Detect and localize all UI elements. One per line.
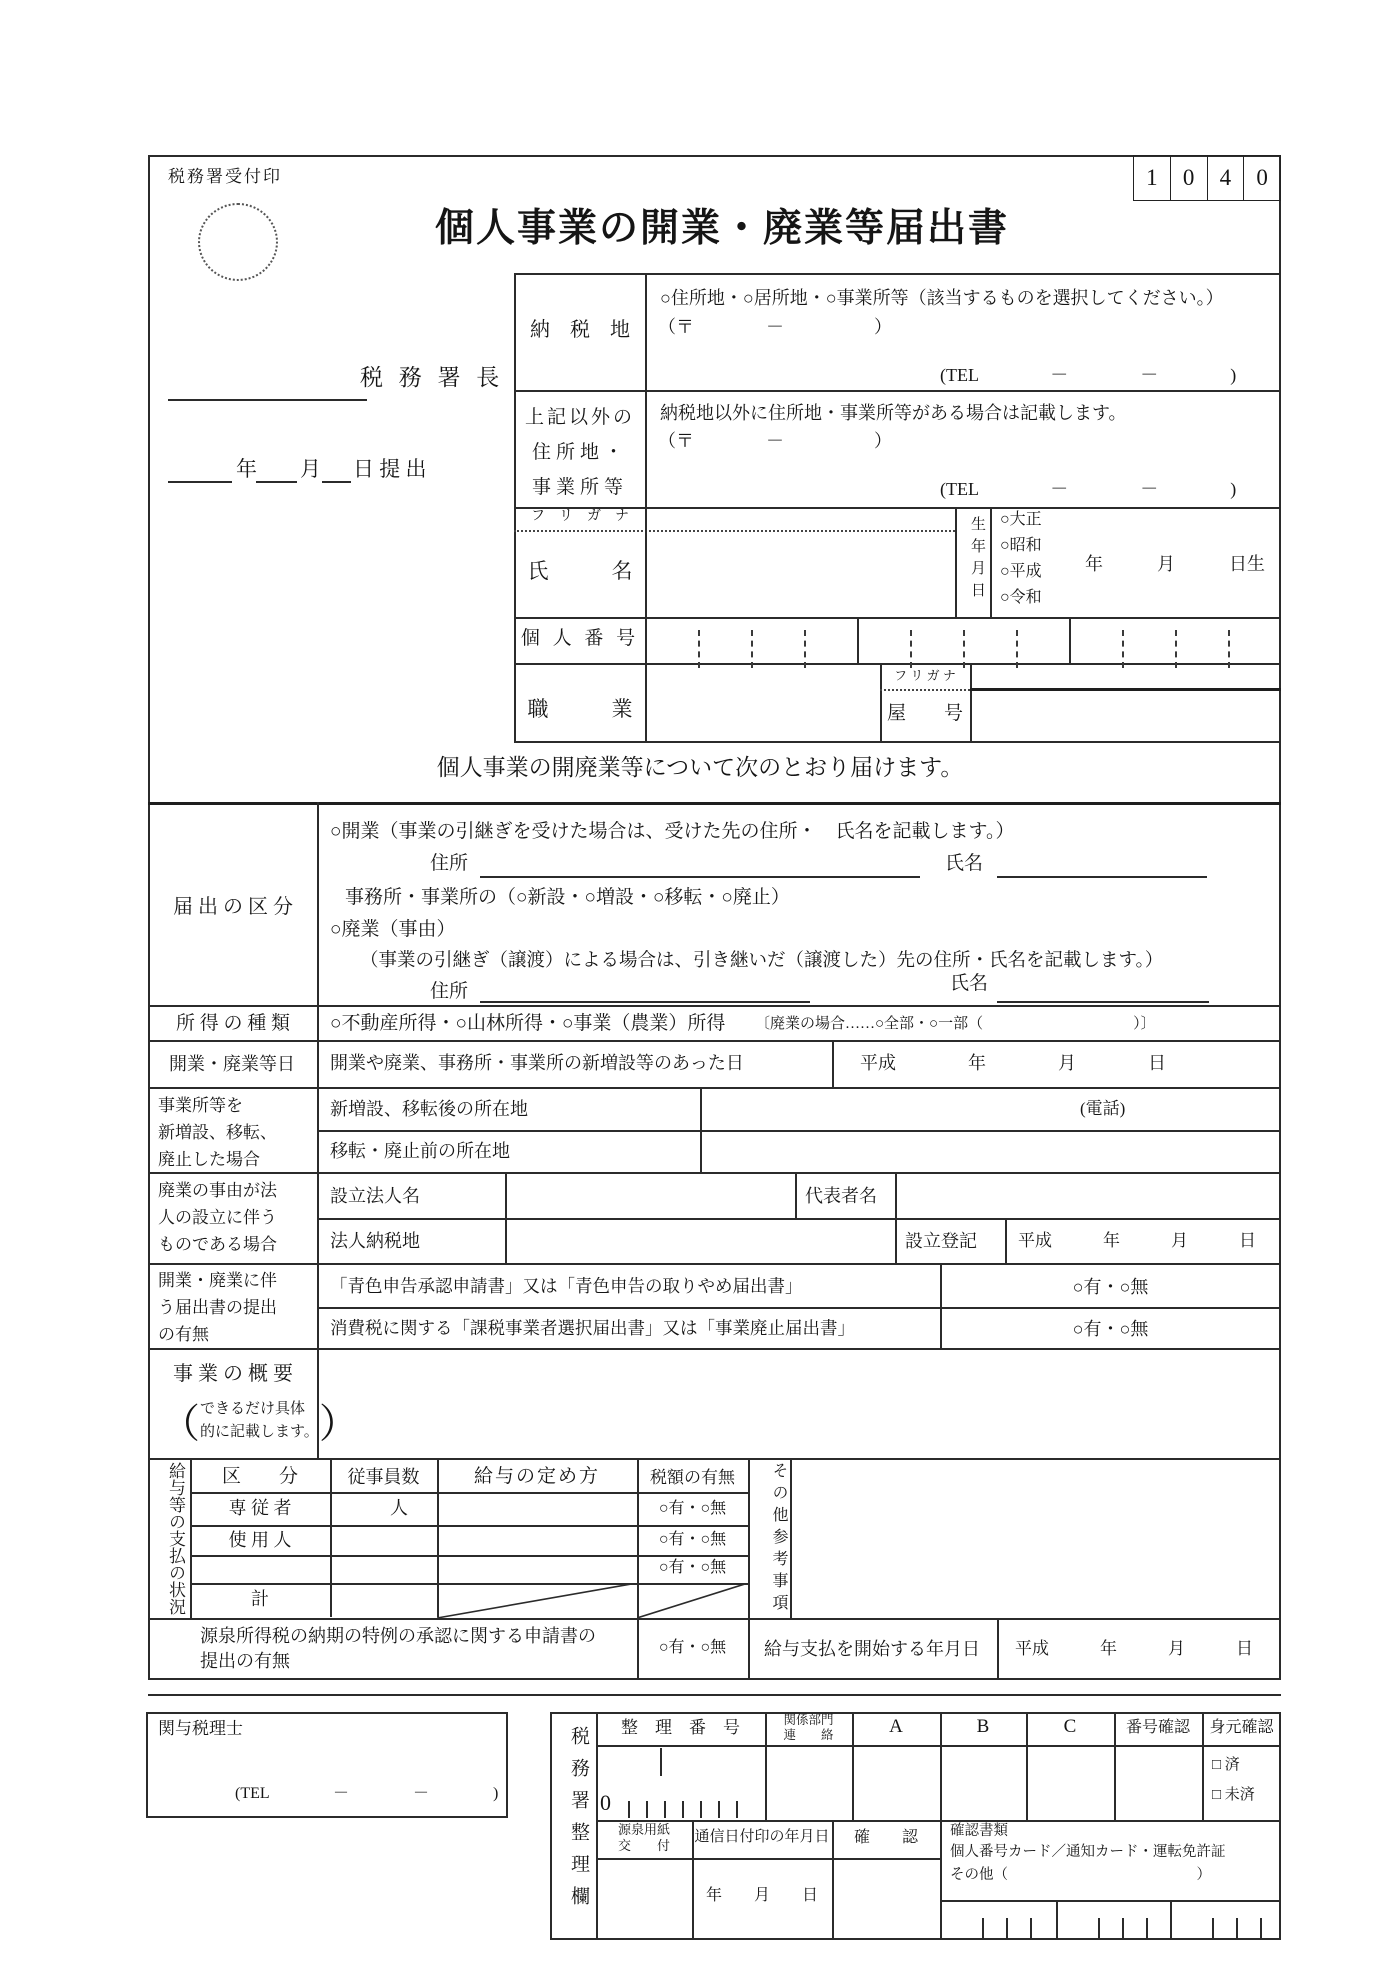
row-kaigyodate-label: 開業・廃業等日 [169, 1054, 295, 1074]
row-haigyo-label-1: 廃業の事由が法 [158, 1181, 277, 1200]
row-gaiyo-label: 事 業 の 概 要 [173, 1363, 293, 1385]
salary-col-count: 従事員数 [347, 1467, 420, 1487]
tax-office-blank-line [168, 399, 367, 401]
salary-senju-umu: ○有・○無 [658, 1500, 727, 1517]
tax-office-head-label: 税 務 署 長 [360, 365, 505, 390]
gensen-umu: ○有・○無 [658, 1639, 727, 1656]
gensen-start-label: 給与支払を開始する年月日 [764, 1639, 980, 1659]
code-digit-3: 4 [1208, 155, 1245, 201]
code-digit-1: 1 [1133, 155, 1171, 201]
salary-section-label: 給与等の支払の状況 [166, 1462, 185, 1615]
salary-senju-unit: 人 [390, 1498, 408, 1518]
kubun-addr-blank [480, 876, 920, 878]
shotoku-bracket: 〔廃業の場合……○全部・○一部（ ）〕 [755, 1016, 1156, 1032]
salary-row-senju: 専 従 者 [228, 1498, 292, 1518]
other-address-note: 納税地以外に住所地・事業所等がある場合は記載します。 [660, 403, 1127, 423]
row-teishutsu-label-1: 開業・廃業に伴 [158, 1271, 277, 1290]
kubun-kaigyo-line: ○開業（事業の引継ぎを受けた場合は、受けた先の住所・ 氏名を記載します。） [330, 821, 1015, 842]
kubun-addr-label: 住所 [430, 853, 469, 874]
kubun-addr2-blank [480, 1001, 810, 1003]
date-blank-month [256, 481, 297, 483]
office-col-b: B [976, 1716, 990, 1737]
date-day-label: 日 提 出 [353, 457, 427, 481]
total-zeigaku-diagonal [637, 1583, 748, 1618]
era-reiwa: ○令和 [1000, 589, 1042, 606]
code-digit-2: 0 [1171, 155, 1208, 201]
teishutsu-blue-return: 「青色申告承認申請書」又は「青色申告の取りやめ届出書」 [330, 1276, 803, 1296]
shotoku-choices: ○不動産所得・○山林所得・○事業（農業）所得 [330, 1013, 726, 1034]
seiri-zero: 0 [600, 1790, 611, 1815]
kubun-haigyo-line: ○廃業（事由） [330, 919, 456, 940]
birthdate-label: 生年月日 [969, 516, 985, 604]
salary-row-total: 計 [251, 1589, 269, 1609]
seiri-divider-tick [660, 1748, 662, 1776]
mimoto-notdone-checkbox: □ 未済 [1212, 1787, 1255, 1803]
other-address-label-1: 上記以外の [524, 407, 635, 428]
office-col-c: C [1063, 1716, 1077, 1737]
kubun-name2-blank [997, 1001, 1209, 1003]
haigyo-touki-date: 平成 年 月 日 [1018, 1231, 1256, 1250]
yago-furigana-label: フ リ ガ ナ [894, 668, 956, 683]
haigyo-touki-label: 設立登記 [905, 1231, 977, 1251]
yago-label: 屋 号 [886, 703, 963, 724]
furigana-label: フ リ ガ ナ [531, 509, 629, 524]
salary-row-shiyonin: 使 用 人 [228, 1530, 292, 1550]
row-teishutsu-label-3: の有無 [158, 1325, 209, 1344]
date-blank-year [168, 481, 232, 483]
kubun-office-line: 事務所・事業所の（○新設・○増設・○移転・○廃止） [345, 887, 790, 908]
nozeichi-choices: ○住所地・○居所地・○事業所等（該当するものを選択してください。） [660, 288, 1224, 308]
nozeichi-label: 納 税 地 [530, 319, 630, 341]
mynumber-label: 個 人 番 号 [520, 628, 640, 649]
yago-furigana-dotted [880, 689, 970, 691]
nozeichi-tel: (TEL － － ) [940, 365, 1237, 385]
era-showa: ○昭和 [1000, 537, 1042, 554]
teishutsu-blue-umu: ○有・○無 [1072, 1277, 1149, 1297]
form-title: 個人事業の開業・廃業等届出書 [435, 207, 1010, 250]
declaration-sentence: 個人事業の開廃業等について次のとおり届けます。 [436, 755, 964, 780]
row-kubun-label: 届 出 の 区 分 [173, 896, 293, 918]
gaiyo-paren-close: ） [318, 1401, 359, 1446]
other-address-postal: （〒 － ） [658, 431, 892, 451]
haigyo-corpaddr-label: 法人納税地 [330, 1231, 420, 1251]
office-col-kankei-1: 関係部門 [783, 1713, 834, 1727]
row-jigyosho-label-1: 事業所等を [158, 1096, 243, 1115]
salary-col-zeigaku: 税額の有無 [650, 1468, 735, 1487]
row-haigyo-label-2: 人の設立に伴う [158, 1208, 277, 1227]
total-sadame-diagonal [437, 1583, 637, 1618]
date-month-label: 月 [300, 457, 321, 481]
office-col-seiri: 整 理 番 号 [621, 1718, 740, 1737]
row-haigyo-label-3: ものである場合 [158, 1235, 277, 1254]
mimoto-done-checkbox: □ 済 [1212, 1757, 1240, 1773]
yago-furigana-rule [970, 688, 1281, 691]
office-col-mimoto: 身元確認 [1209, 1719, 1274, 1736]
office-section-label: 税務署整理欄 [568, 1726, 589, 1918]
date-blank-day [322, 481, 351, 483]
stamp-circle [198, 203, 278, 281]
other-ref-label: その他参考事項 [770, 1462, 787, 1616]
gaiyo-paren-open: （ [160, 1401, 200, 1446]
nozeichi-postal: （〒 － ） [658, 317, 892, 337]
era-heisei: ○平成 [1000, 563, 1042, 580]
zeirishi-label: 関与税理士 [158, 1719, 243, 1738]
salary-shiyonin-umu: ○有・○無 [658, 1531, 727, 1548]
date-year-label: 年 [236, 457, 257, 481]
salary-col-kubun: 区 分 [221, 1466, 298, 1487]
jigyosho-phone-label: (電話) [1080, 1099, 1126, 1118]
row-jigyosho-label-3: 廃止した場合 [158, 1150, 260, 1169]
code-digit-4: 0 [1244, 155, 1281, 201]
gensen-label-line2: 提出の有無 [200, 1651, 290, 1671]
gensen-yoshi-label-2: 交 付 [617, 1838, 670, 1853]
salary-col-sadame: 給与の定め方 [473, 1466, 600, 1487]
kaigyodate-text: 開業や廃業、事務所・事業所の新増設等のあった日 [330, 1053, 744, 1073]
era-taisho: ○大正 [1000, 511, 1042, 528]
office-col-a: A [889, 1716, 903, 1737]
row-teishutsu-label-2: う届出書の提出 [158, 1298, 277, 1317]
birthdate-ymd-suffix: 年 月 日生 [1085, 554, 1265, 574]
gensen-start-date: 平成 年 月 日 [1015, 1639, 1253, 1658]
haigyo-repname-label: 代表者名 [805, 1186, 877, 1206]
gaiyo-note-line1: できるだけ具体 [200, 1401, 306, 1417]
jigyosho-before-label: 移転・廃止前の所在地 [330, 1141, 510, 1161]
kubun-addr2-label: 住所 [430, 981, 469, 1002]
haigyo-corpname-label: 設立法人名 [330, 1186, 420, 1206]
zeirishi-tel: (TEL － － ) [235, 1785, 499, 1802]
occupation-label: 職 業 [527, 697, 633, 721]
gaiyo-note-line2: 的に記載します。 [200, 1423, 319, 1440]
furigana-dotted-line [514, 530, 955, 532]
tsushin-ymd: 年 月 日 [705, 1887, 818, 1904]
teishutsu-consumption-umu: ○有・○無 [1072, 1319, 1149, 1339]
name-label: 氏 名 [527, 559, 633, 583]
kubun-name2-label: 氏名 [950, 973, 989, 994]
teishutsu-consumption: 消費税に関する「課税事業者選択届出書」又は「事業廃止届出書」 [330, 1318, 855, 1338]
office-col-kankei-2: 連 絡 [783, 1728, 834, 1742]
shorui-line2: 個人番号カード／通知カード・運転免許証 [950, 1844, 1226, 1860]
other-address-label-2: 住所地・ [531, 442, 628, 463]
kakunin-label: 確 認 [853, 1829, 918, 1846]
office-col-bango: 番号確認 [1125, 1719, 1190, 1736]
jigyosho-after-label: 新増設、移転後の所在地 [330, 1099, 528, 1119]
shorui-line3: その他（ ） [950, 1867, 1211, 1883]
gaiyo-note [160, 1392, 359, 1449]
row-shotoku-label: 所 得 の 種 類 [175, 1013, 290, 1034]
gensen-yoshi-label-1: 源泉用紙 [617, 1822, 670, 1837]
kubun-transfer-note: （事業の引継ぎ（譲渡）による場合は、引き継いだ（譲渡した）先の住所・氏名を記載します。） [360, 951, 1164, 971]
form-code-boxes [1133, 155, 1281, 201]
kaigyodate-date: 平成 年 月 日 [860, 1053, 1166, 1073]
row-jigyosho-label-2: 新増設、移転、 [158, 1123, 277, 1142]
shorui-line1: 確認書類 [950, 1823, 1008, 1839]
gensen-label-line1: 源泉所得税の納期の特例の承認に関する申請書の [200, 1626, 596, 1646]
other-address-label-3: 事業所等 [531, 477, 628, 498]
kubun-name-blank [997, 876, 1207, 878]
salary-blank-umu: ○有・○無 [658, 1559, 727, 1576]
tax-office-stamp-label: 税務署受付印 [168, 167, 282, 186]
kubun-name-label: 氏名 [945, 853, 984, 874]
other-address-tel: (TEL － － ) [940, 479, 1237, 499]
cutoff-line [148, 1694, 1281, 1696]
tsushin-label: 通信日付印の年月日 [694, 1829, 830, 1845]
